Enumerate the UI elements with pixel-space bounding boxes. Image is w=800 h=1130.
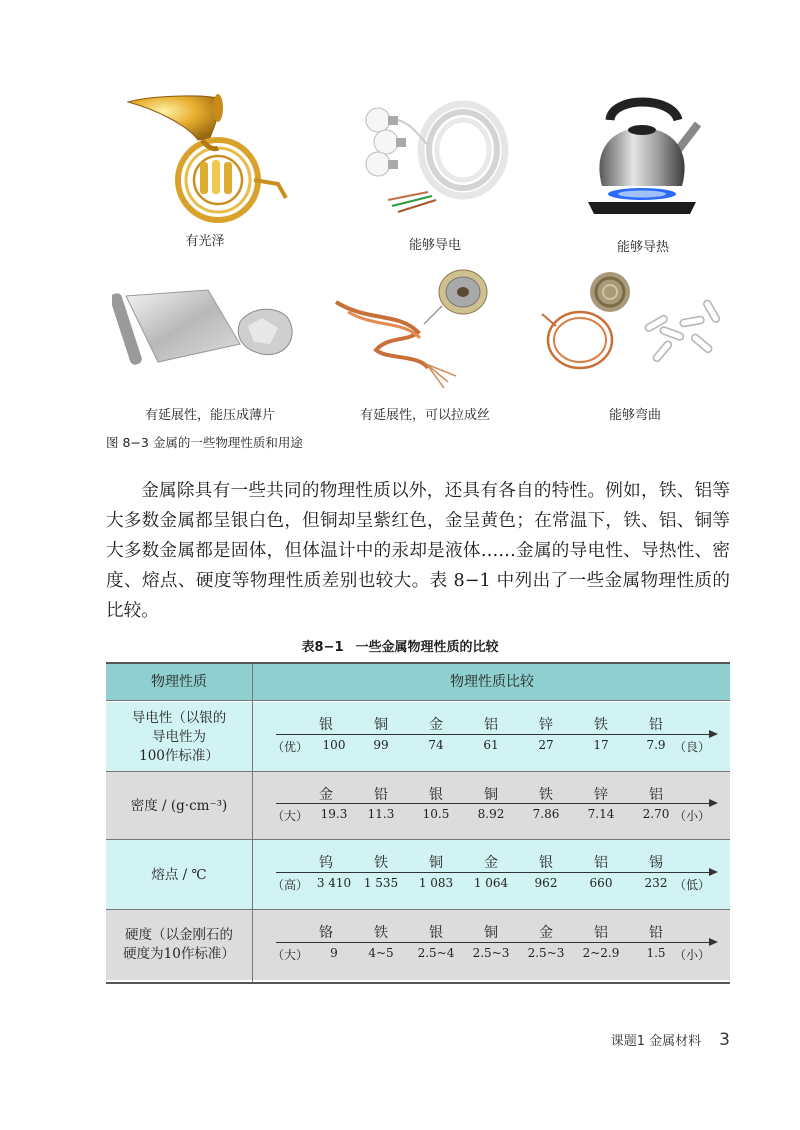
header-property: 物理性质 — [151, 674, 207, 690]
french-horn-image — [118, 88, 293, 228]
comparison-cell — [254, 910, 730, 980]
trend-end-label: （良） — [674, 740, 711, 754]
property-value: 2~2.9 — [582, 946, 620, 960]
metal-name: 银 — [539, 855, 553, 871]
trend-start-label: （大） — [272, 809, 309, 823]
property-value: 2.70 — [642, 807, 670, 821]
trend-arrow — [276, 942, 716, 943]
body-paragraph — [106, 476, 730, 626]
property-value: 1 064 — [473, 876, 509, 890]
metal-foil-image — [112, 282, 302, 382]
property-name-line: 密度 / (g·cm⁻³) — [130, 797, 228, 814]
property-name-line: 100作标准） — [139, 747, 219, 764]
property-value: 1.5 — [646, 946, 666, 960]
property-value: 4~5 — [368, 946, 394, 960]
property-value: 19.3 — [320, 807, 348, 821]
column-divider — [252, 664, 253, 982]
metal-name: 锌 — [594, 787, 608, 803]
property-value: 99 — [373, 738, 389, 752]
property-name-line: 熔点 / ℃ — [151, 866, 207, 883]
property-value: 7.86 — [532, 807, 560, 821]
property-value: 100 — [322, 738, 346, 752]
metal-name: 铝 — [594, 925, 608, 941]
chapter-label: 课题1 金属材料 — [610, 1034, 702, 1049]
copper-wire-and-spool-image — [328, 262, 503, 392]
caption-malleable-sheet: 有延展性，能压成薄片 — [144, 408, 275, 423]
metal-name: 铜 — [484, 925, 498, 941]
property-value: 7.9 — [646, 738, 666, 752]
property-value: 11.3 — [367, 807, 395, 821]
metal-name: 铅 — [649, 925, 663, 941]
caption-bendable: 能够弯曲 — [608, 408, 661, 423]
figure-title: 图 8−3 金属的一些物理性质和用途 — [106, 435, 303, 450]
property-value: 17 — [593, 738, 609, 752]
metal-name: 锡 — [649, 855, 663, 871]
paragraph-text: 金属除具有一些共同的物理性质以外，还具有各自的特性。例如，铁、铝等大多数金属都呈银白色，但铜却呈紫红色，金呈黄色；在常温下，铁、铝、铜等大多数金属都是固体，但体温计中的汞却是液体……金属的导电性、导热性、密度、熔点、硬度等物理性质差别也较大。表 8−1 中列出了一些金属物理性质的比较。 — [106, 481, 730, 621]
trend-end-label: （小） — [674, 948, 711, 962]
metal-properties-table — [106, 662, 730, 984]
trend-arrow — [276, 872, 716, 873]
property-value: 61 — [483, 738, 499, 752]
trend-start-label: （大） — [272, 948, 309, 962]
caption-lustrous: 有光泽 — [185, 234, 225, 249]
property-name-line: 导电性（以银的 — [131, 709, 227, 726]
property-value: 7.14 — [587, 807, 615, 821]
metal-name: 铬 — [319, 925, 333, 941]
property-value: 660 — [589, 876, 613, 890]
table-row — [106, 702, 730, 772]
metal-name: 铝 — [594, 855, 608, 871]
metal-name: 银 — [319, 717, 333, 733]
metal-name: 银 — [429, 787, 443, 803]
trend-arrow — [276, 734, 716, 735]
metal-name: 铜 — [374, 717, 388, 733]
metal-name: 铁 — [374, 855, 388, 871]
metal-name: 铁 — [374, 925, 388, 941]
page-footer — [611, 1030, 730, 1050]
row-divider — [106, 909, 730, 910]
metal-name: 钨 — [319, 855, 333, 871]
table-row — [106, 772, 730, 840]
bulbs-and-cable-image — [358, 90, 518, 220]
property-name-cell — [106, 772, 252, 840]
property-value: 27 — [538, 738, 554, 752]
coil-steel-wool-clips-image — [540, 270, 730, 390]
trend-start-label: （高） — [272, 878, 309, 892]
property-name-line: 硬度（以金刚石的 — [125, 927, 233, 943]
property-value: 3 410 — [316, 876, 352, 890]
property-value: 962 — [534, 876, 558, 890]
property-value: 9 — [330, 946, 338, 960]
table-row — [106, 910, 730, 980]
caption-ductile-wire: 有延展性，可以拉成丝 — [359, 408, 490, 423]
property-value: 2.5~3 — [472, 946, 510, 960]
table-number: 表8−1 — [301, 640, 344, 655]
trend-end-label: （低） — [674, 878, 711, 892]
property-name-cell — [106, 702, 252, 772]
metal-name: 铝 — [649, 787, 663, 803]
trend-end-label: （小） — [674, 809, 711, 823]
property-value: 232 — [644, 876, 668, 890]
table-caption: 一些金属物理性质的比较 — [355, 640, 499, 655]
property-value: 8.92 — [477, 807, 505, 821]
header-comparison: 物理性质比较 — [450, 674, 534, 690]
metal-name: 锌 — [539, 717, 553, 733]
property-value: 2.5~4 — [417, 946, 455, 960]
table-title — [0, 636, 800, 655]
comparison-cell — [254, 772, 730, 840]
metal-name: 铁 — [594, 717, 608, 733]
metal-name: 铝 — [484, 717, 498, 733]
page-number: 3 — [719, 1030, 730, 1050]
trend-arrow — [276, 803, 716, 804]
metal-name: 金 — [319, 787, 333, 803]
comparison-cell — [254, 702, 730, 772]
metal-name: 铁 — [539, 787, 553, 803]
metal-name: 铅 — [649, 717, 663, 733]
property-name-cell — [106, 910, 252, 980]
property-value: 2.5~3 — [527, 946, 565, 960]
property-value: 1 535 — [363, 876, 399, 890]
metal-name: 金 — [429, 717, 443, 733]
comparison-cell — [254, 840, 730, 910]
caption-conducts-heat: 能够导热 — [616, 240, 669, 255]
table-row — [106, 840, 730, 910]
property-name-line: 硬度为10作标准） — [123, 946, 235, 962]
property-name-line: 导电性为 — [152, 728, 206, 745]
metal-name: 金 — [539, 925, 553, 941]
property-value: 10.5 — [422, 807, 450, 821]
metal-name: 铜 — [484, 787, 498, 803]
metal-name: 银 — [429, 925, 443, 941]
property-value: 1 083 — [418, 876, 454, 890]
kettle-on-stove-image — [582, 90, 702, 230]
row-divider — [106, 771, 730, 772]
property-name-cell — [106, 840, 252, 910]
metal-name: 铅 — [374, 787, 388, 803]
row-divider — [106, 839, 730, 840]
property-value: 74 — [428, 738, 444, 752]
metal-name: 金 — [484, 855, 498, 871]
table-header — [106, 664, 730, 700]
caption-conducts-electricity: 能够导电 — [408, 238, 461, 253]
metal-name: 铜 — [429, 855, 443, 871]
trend-start-label: （优） — [272, 740, 309, 754]
row-divider — [106, 700, 730, 701]
